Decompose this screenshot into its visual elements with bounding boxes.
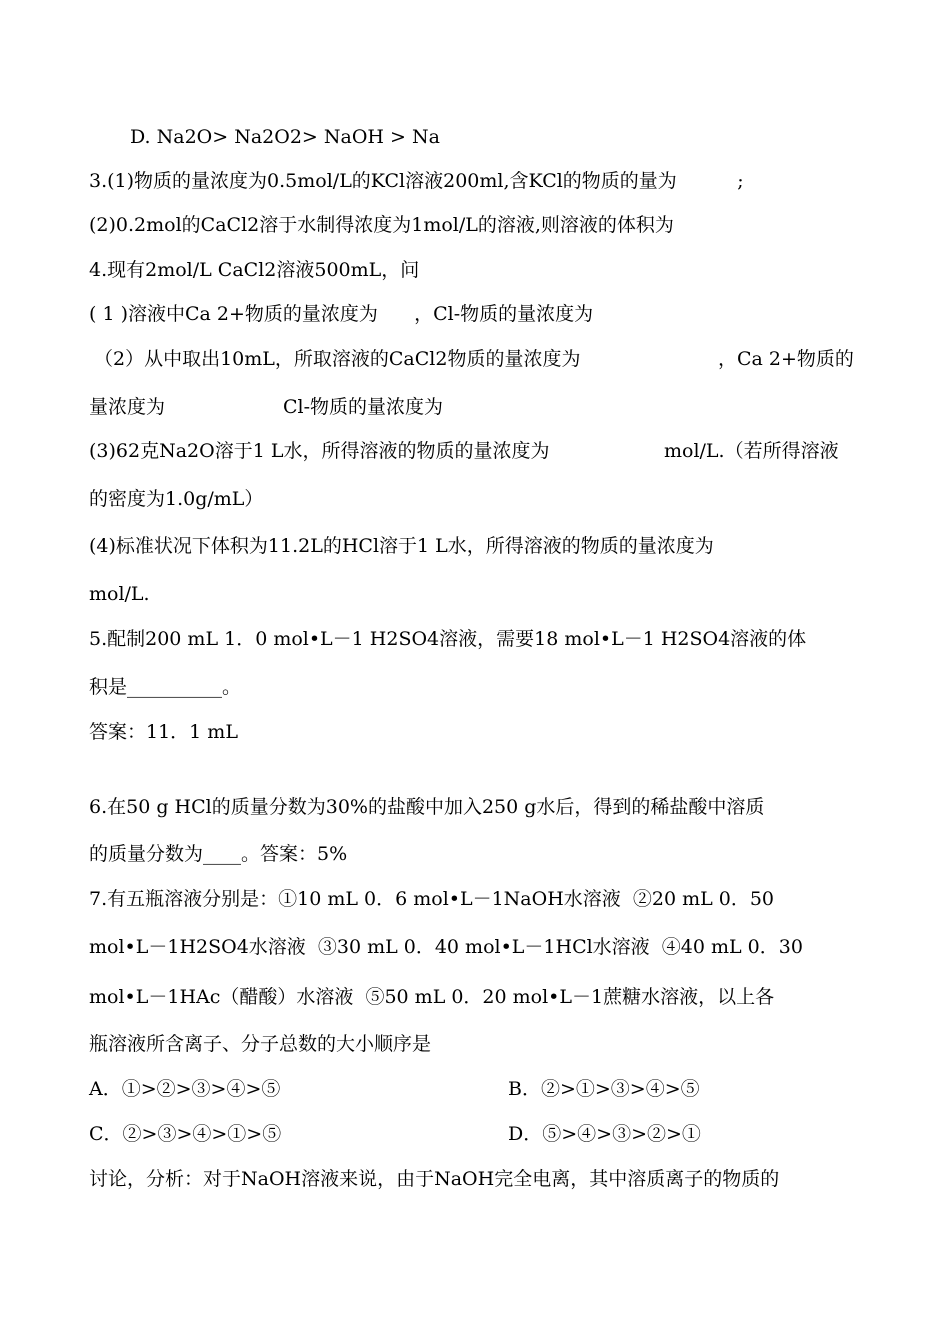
option-d-line: D. Na2O> Na2O2> NaOH > Na: [130, 126, 440, 148]
choice-a: A．①>②>③>④>⑤: [89, 1078, 281, 1100]
question-3-2: (2)0.2mol的CaCl2溶于水制得浓度为1mol/L的溶液,则溶液的体积为: [89, 214, 674, 236]
question-4-2-line2b: Cl-物质的量浓度为: [283, 396, 444, 418]
choice-b: B．②>①>③>④>⑤: [508, 1078, 700, 1100]
question-4: 4.现有2mol/L CaCl2溶液500mL，问: [89, 259, 420, 281]
question-3-1: 3.(1)物质的量浓度为0.5mol/L的KCl溶液200ml,含KCl的物质的量为 ;: [89, 170, 744, 192]
question-4-2-cont: ，Ca 2+物质的: [718, 348, 854, 370]
answer-5: 答案：11．1 mL: [89, 721, 238, 743]
question-7-line2: mol•L－1H2SO4水溶液 ③30 mL 0．40 mol•L－1HCl水溶液 ④40 mL 0．30: [89, 936, 803, 958]
question-4-3-line2: 的密度为1.0g/mL）: [89, 488, 264, 510]
question-7: 7.有五瓶溶液分别是：①10 mL 0．6 mol•L－1NaOH水溶液 ②20 mL 0．50: [89, 888, 775, 910]
question-4-4-line2: mol/L.: [89, 583, 150, 605]
question-5-line2: 积是__________。: [89, 676, 242, 698]
choice-d: D．⑤>④>③>②>①: [508, 1123, 701, 1145]
question-4-3-cont: mol/L.（若所得溶液: [664, 440, 839, 462]
question-4-1: ( 1 )溶液中Ca 2+物质的量浓度为 ，Cl-物质的量浓度为: [89, 303, 594, 325]
question-7-line3: mol•L－1HAc（醋酸）水溶液 ⑤50 mL 0．20 mol•L－1蔗糖水溶液，以上各: [89, 986, 775, 1008]
discussion-text: 讨论，分析：对于NaOH溶液来说，由于NaOH完全电离，其中溶质离子的物质的: [89, 1168, 780, 1190]
question-5: 5.配制200 mL 1．0 mol•L－1 H2SO4溶液，需要18 mol•L－1 H2SO4溶液的体: [89, 628, 807, 650]
question-6-line2: 的质量分数为____。答案：5%: [89, 843, 348, 865]
choice-c: C．②>③>④>①>⑤: [89, 1123, 282, 1145]
question-4-2-line2a: 量浓度为: [89, 396, 166, 418]
question-4-2: （2）从中取出10mL，所取溶液的CaCl2物质的量浓度为: [94, 348, 581, 370]
question-6: 6.在50 g HCl的质量分数为30%的盐酸中加入250 g水后，得到的稀盐酸中溶质: [89, 796, 765, 818]
question-4-3: (3)62克Na2O溶于1 L水，所得溶液的物质的量浓度为: [89, 440, 550, 462]
question-4-4: (4)标准状况下体积为11.2L的HCl溶于1 L水，所得溶液的物质的量浓度为: [89, 535, 714, 557]
question-7-line4: 瓶溶液所含离子、分子总数的大小顺序是: [89, 1033, 432, 1055]
